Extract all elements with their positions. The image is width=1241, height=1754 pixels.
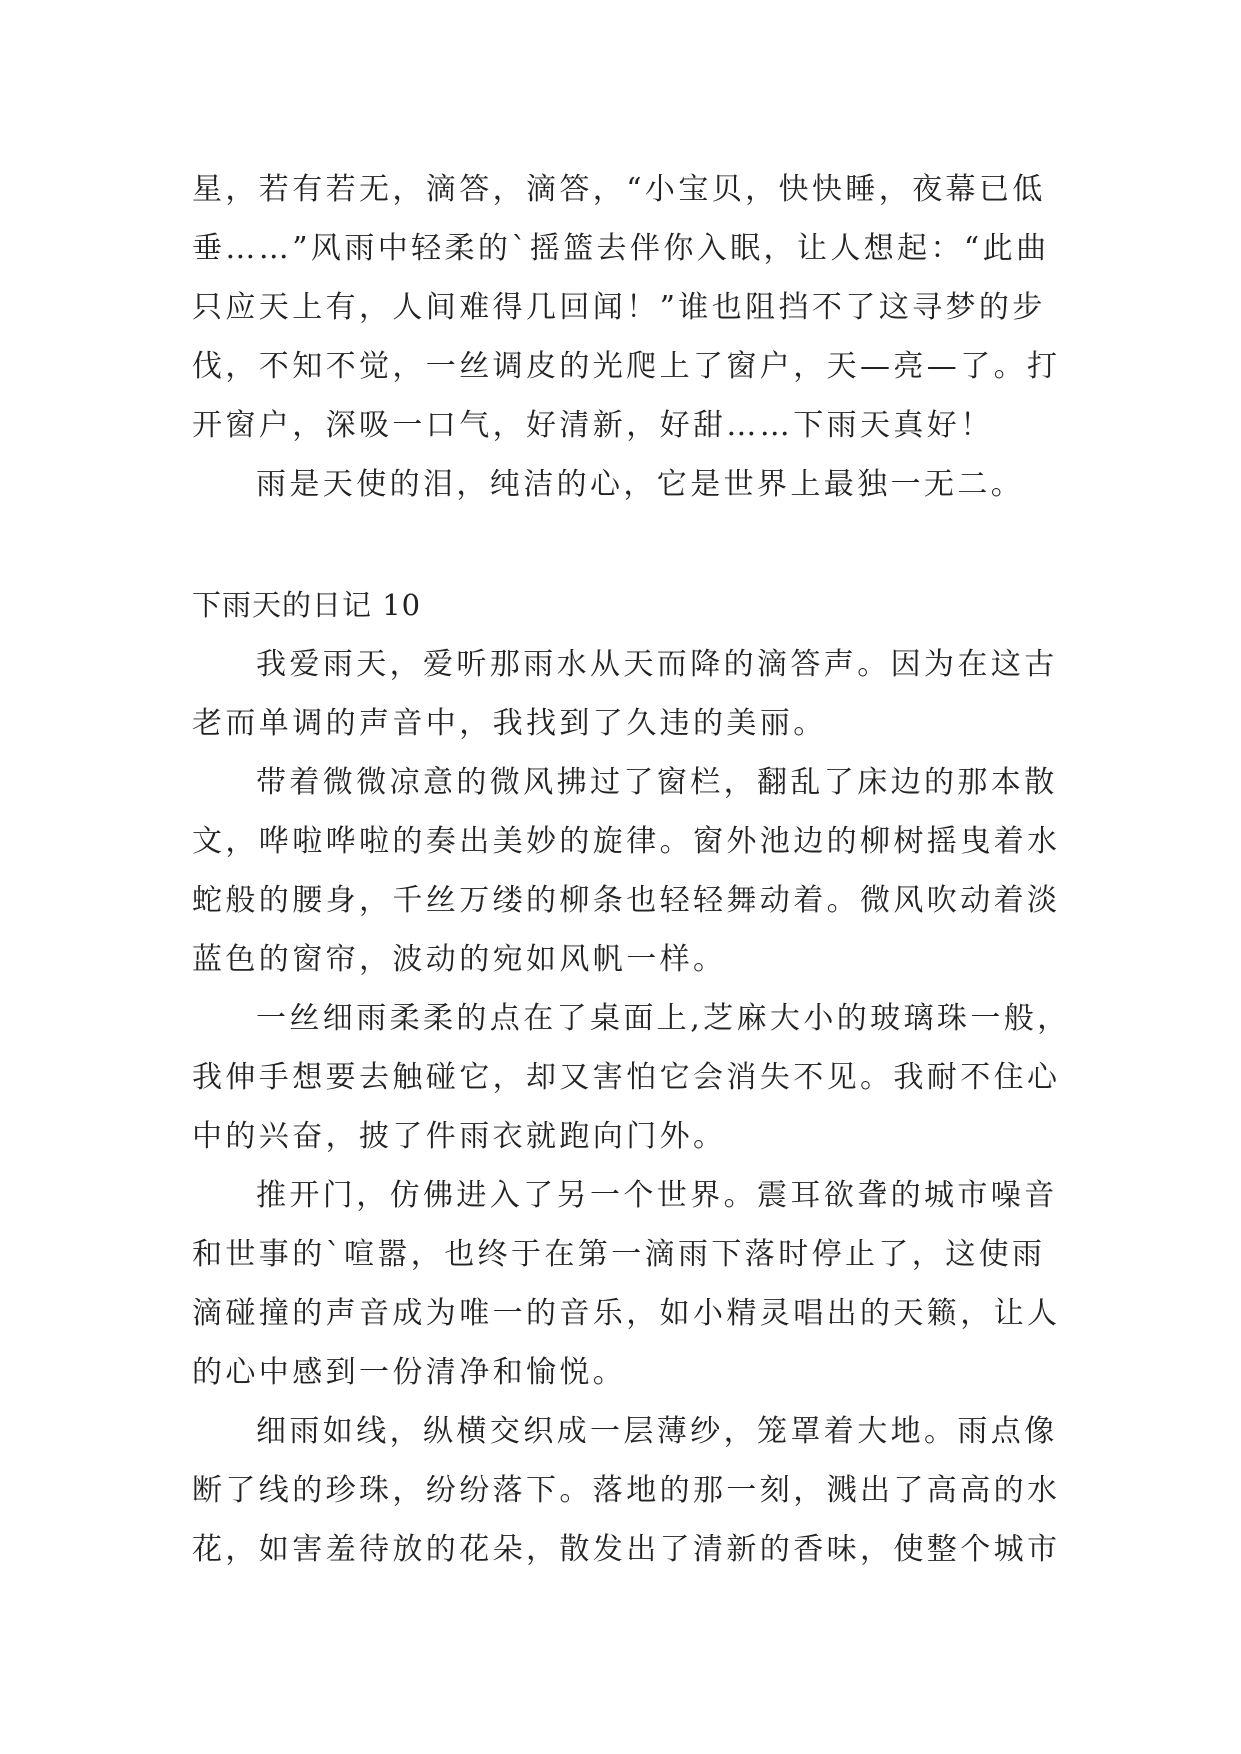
paragraph-line: 的心中感到一份清净和愉悦。: [192, 1355, 627, 1390]
paragraph-line: 雨是天使的泪，纯洁的心，它是世界上最独一无二。: [256, 467, 1025, 502]
paragraph-line: 蛇般的腰身，千丝万缕的柳条也轻轻舞动着。微风吹动着淡: [192, 883, 1061, 918]
paragraph-line: 我伸手想要去触碰它，却又害怕它会消失不见。我耐不住心: [192, 1060, 1061, 1095]
paragraph-line: 伐，不知不觉，一丝调皮的光爬上了窗户，天—亮—了。打: [192, 349, 1061, 384]
paragraph-line: 只应天上有，人间难得几回闻！”谁也阻挡不了这寻梦的步: [192, 290, 1046, 325]
paragraph-line: 老而单调的声音中，我找到了久违的美丽。: [192, 706, 827, 741]
paragraph-line: 带着微微凉意的微风拂过了窗栏，翻乱了床边的那本散: [256, 765, 1058, 800]
paragraph-line: 蓝色的窗帘，波动的宛如风帆一样。: [192, 942, 727, 977]
paragraph-line: 中的兴奋，披了件雨衣就跑向门外。: [192, 1119, 727, 1154]
paragraph-line: 文，哗啦哗啦的奏出美妙的旋律。窗外池边的柳树摇曳着水: [192, 824, 1061, 859]
paragraph-line: 断了线的珍珠，纷纷落下。落地的那一刻，溅出了高高的水: [192, 1473, 1061, 1508]
paragraph-line: 和世事的`喧嚣，也终于在第一滴雨下落时停止了，这使雨: [192, 1237, 1046, 1272]
paragraph-line: 细雨如线，纵横交织成一层薄纱，笼罩着大地。雨点像: [256, 1414, 1058, 1449]
document-page: [192, 160, 1071, 1579]
paragraph-line: 星，若有若无，滴答，滴答，“小宝贝，快快睡，夜幕已低: [192, 172, 1046, 207]
section-spacer: [192, 514, 1052, 576]
paragraph-line: 推开门，仿佛进入了另一个世界。震耳欲聋的城市噪音: [256, 1178, 1058, 1213]
diary-heading: 下雨天的日记 10: [192, 588, 422, 622]
paragraph-line: 滴碰撞的声音成为唯一的音乐，如小精灵唱出的天籁，让人: [192, 1296, 1061, 1331]
paragraph-line: 花，如害羞待放的花朵，散发出了清新的香味，使整个城市: [192, 1532, 1061, 1567]
paragraph-line: 一丝细雨柔柔的点在了桌面上,芝麻大小的玻璃珠一般，: [256, 1001, 1071, 1036]
paragraph-line: 我爱雨天，爱听那雨水从天而降的滴答声。因为在这古: [256, 647, 1058, 682]
paragraph-line: 开窗户，深吸一口气，好清新，好甜……下雨天真好！: [192, 408, 994, 443]
paragraph-line: 垂……”风雨中轻柔的`摇篮去伴你入眠，让人想起：“此曲: [192, 231, 1050, 266]
